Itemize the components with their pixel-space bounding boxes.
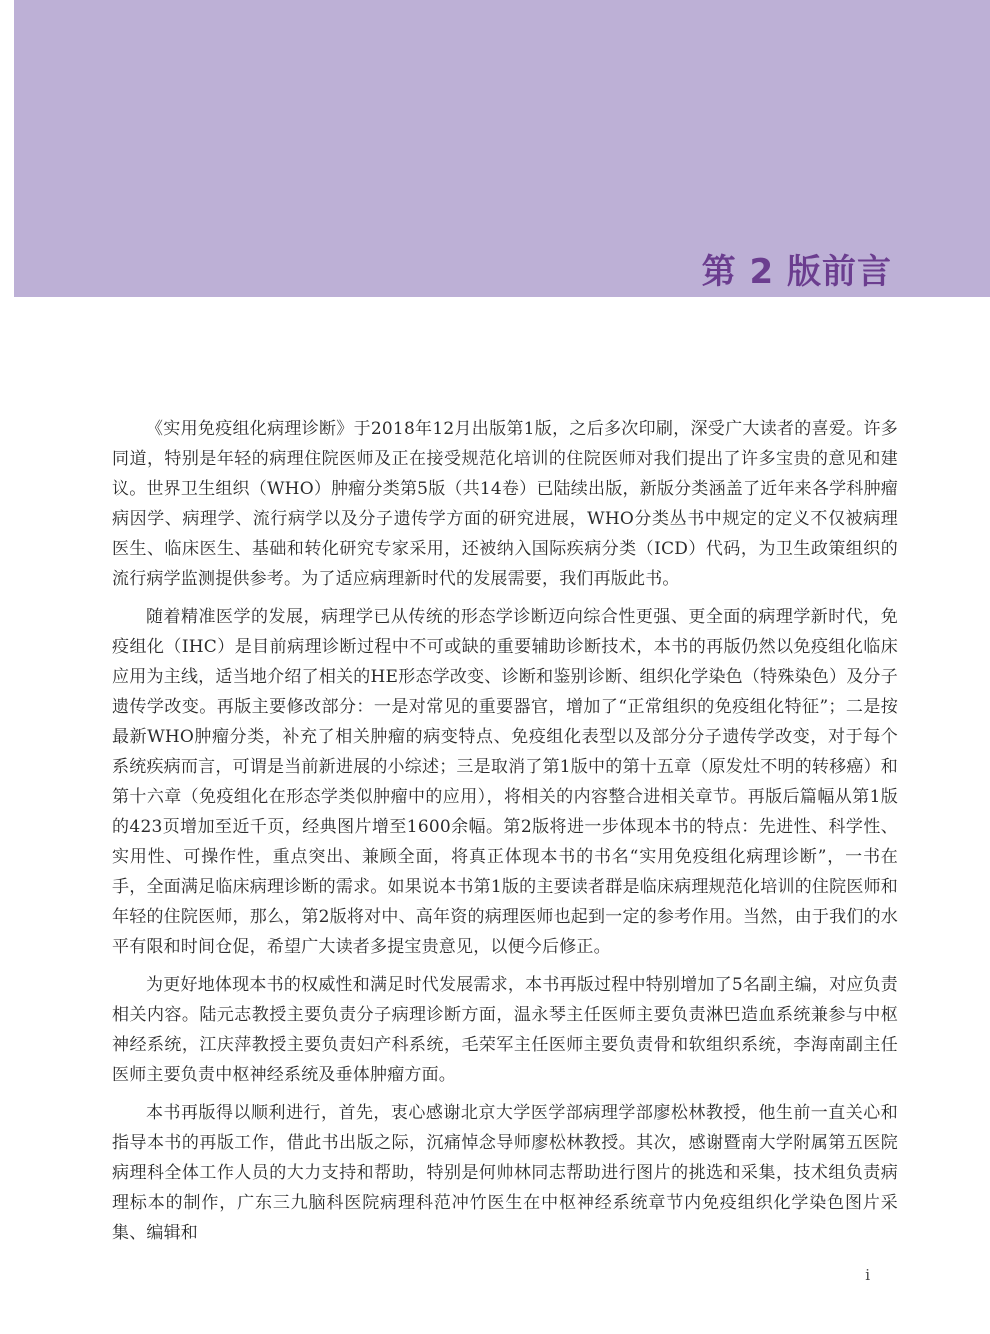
paragraph: 本书再版得以顺利进行，首先，衷心感谢北京大学医学部病理学部廖松林教授，他生前一直关心和指导本书的再版工作，借此书出版之际，沉痛悼念导师廖松林教授。其次，感谢暨南大学附属第五医院病理科全体工作人员的大力支持和帮助，特别是何帅林同志帮助进行图片的挑选和采集，技术组负责病理标本的制作，广东三九脑科医院病理科范冲竹医生在中枢神经系统章节内免疫组织化学染色图片采集、编辑和 (112, 1103, 898, 1243)
paragraph: 为更好地体现本书的权威性和满足时代发展需求，本书再版过程中特别增加了5名副主编，对应负责相关内容。陆元志教授主要负责分子病理诊断方面，温永琴主任医师主要负责淋巴造血系统兼参与中枢神经系统，江庆萍教授主要负责妇产科系统，毛荣军主任医师主要负责骨和软组织系统，李海南副主任医师主要负责中枢神经系统及垂体肿瘤方面。 (112, 975, 898, 1085)
chapter-title: 第 2 版前言 (701, 252, 892, 292)
preface-body (112, 414, 898, 1256)
page-number: i (865, 1266, 870, 1284)
paragraph: 随着精准医学的发展，病理学已从传统的形态学诊断迈向综合性更强、更全面的病理学新时代，免疫组化（IHC）是目前病理诊断过程中不可或缺的重要辅助诊断技术，本书的再版仍然以免疫组化临床应用为主线，适当地介绍了相关的HE形态学改变、诊断和鉴别诊断、组织化学染色（特殊染色）及分子遗传学改变。再版主要修改部分：一是对常见的重要器官，增加了“正常组织的免疫组化特征”；二是按最新WHO肿瘤分类，补充了相关肿瘤的病变特点、免疫组化表型以及部分分子遗传学改变，对于每个系统疾病而言，可谓是当前新进展的小综述；三是取消了第1版中的第十五章（原发灶不明的转移癌）和第十六章（免疫组化在形态学类似肿瘤中的应用），将相关的内容整合进相关章节。再版后篇幅从第1版的423页增加至近千页，经典图片增至1600余幅。第2版将进一步体现本书的特点：先进性、科学性、实用性、可操作性，重点突出、兼顾全面，将真正体现本书的书名“实用免疫组化病理诊断”，一书在手，全面满足临床病理诊断的需求。如果说本书第1版的主要读者群是临床病理规范化培训的住院医师和年轻的住院医师，那么，第2版将对中、高年资的病理医师也起到一定的参考作用。当然，由于我们的水平有限和时间仓促，希望广大读者多提宝贵意见，以便今后修正。 (112, 607, 898, 957)
paragraph: 《实用免疫组化病理诊断》于2018年12月出版第1版，之后多次印刷，深受广大读者的喜爱。许多同道，特别是年轻的病理住院医师及正在接受规范化培训的住院医师对我们提出了许多宝贵的意见和建议。世界卫生组织（WHO）肿瘤分类第5版（共14卷）已陆续出版，新版分类涵盖了近年来各学科肿瘤病因学、病理学、流行病学以及分子遗传学方面的研究进展，WHO分类丛书中规定的定义不仅被病理医生、临床医生、基础和转化研究专家采用，还被纳入国际疾病分类（ICD）代码，为卫生政策组织的流行病学监测提供参考。为了适应病理新时代的发展需要，我们再版此书。 (112, 419, 898, 589)
